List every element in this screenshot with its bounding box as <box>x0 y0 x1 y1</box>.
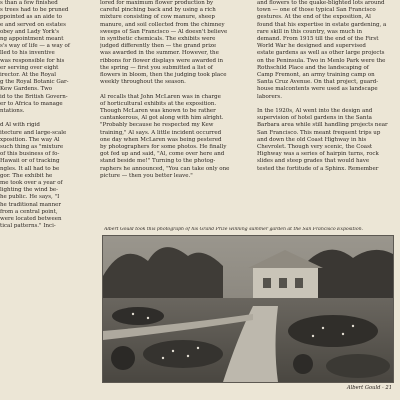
garden-photograph <box>102 235 394 383</box>
photo-caption: Albert Gould took this photograph of his Grand Prize winning summer garden at the San Francisco Exposition. <box>104 227 364 232</box>
text-line: sweeps of San Francisco — Al doesn't believe <box>100 28 228 35</box>
text-line: Kew Gardens. Two <box>0 86 53 93</box>
text-line: er to Africa to manage <box>0 100 63 107</box>
text-line: raphers he announced, "You can take only one <box>100 165 230 172</box>
text-line <box>0 115 94 122</box>
text-line: rare skill in this country, was much in <box>257 28 363 35</box>
text-line: In the 1920s, Al went into the design and <box>257 108 373 115</box>
text-line: of horticultural exhibits at the exposition. <box>100 100 217 107</box>
text-line: Chevrolet. Though very scenic, the Coast <box>257 144 373 151</box>
text-line: San Francisco. This meant frequent trips up <box>257 129 381 136</box>
text-line: ng appointment meant <box>0 36 64 43</box>
text-line: Al recalls that John McLaren was in charge <box>100 93 221 100</box>
text-line: Highway was a series of hairpin turns, rock <box>257 151 379 158</box>
text-line: gestures. At the end of the exposition, Al <box>257 14 371 21</box>
text-line: lighting the wind be- <box>0 187 59 194</box>
text-line: itecture and large-scale <box>0 129 67 136</box>
text-line: ngles. It all had to be <box>0 165 60 172</box>
text-line: training," Al says. A little incident occurred <box>100 129 222 136</box>
text-line: careful pinching back and by using a rich <box>100 7 216 14</box>
text-line: xposition. The way Al <box>0 136 60 143</box>
text-line: picture — then you better leave." <box>100 172 193 179</box>
text-line: Hawaii or of tracking <box>0 158 60 165</box>
text-line: d Al with rigid <box>0 122 40 129</box>
text-line: id to the British Govern- <box>0 93 68 100</box>
text-line: got fed up and said, "Al, come over here and <box>100 151 225 158</box>
text-line: estate gardens as well as other large projects <box>257 50 385 57</box>
text-line: lled to his inventive <box>0 50 55 57</box>
text-line: tical patterns." Inci- <box>0 223 56 230</box>
text-line: "Probably because he respected my Kew <box>100 122 214 129</box>
text-line: one day when McLaren was being pestered <box>100 136 222 143</box>
text-line: er serving over eight <box>0 64 59 71</box>
text-line: tested the fortitude of a Sphinx. Remember <box>257 165 379 172</box>
text-line: flowers in bloom, then the judging took place <box>100 72 227 79</box>
text-line: laborers. <box>257 93 282 100</box>
text-line <box>100 86 248 93</box>
text-line: ppointed as an aide to <box>0 14 62 21</box>
text-line: the spring — first you submitted a list of <box>100 64 213 71</box>
left-text-column <box>0 0 94 231</box>
right-text-column <box>257 0 400 173</box>
text-line: s's way of life — a way of <box>0 43 70 50</box>
text-line: in synthetic chemicals. The exhibits were <box>100 36 216 43</box>
text-line: was awarded in the summer. However, the <box>100 50 219 57</box>
text-line: judged differently then — the grand prize <box>100 43 217 50</box>
text-line: town — one of those typical San Francisco <box>257 7 376 14</box>
text-line: Santa Cruz Avenue. On that project, guard- <box>257 79 379 86</box>
text-line: from a central point, <box>0 208 58 215</box>
text-line: Camp Fremont, an army training camp on <box>257 72 375 79</box>
text-line: of this business of fo- <box>0 151 60 158</box>
text-line: e and served on estates <box>0 21 66 28</box>
text-line <box>257 101 400 108</box>
text-line: manure, and soil collected from the chimney <box>100 21 225 28</box>
middle-text-column <box>100 0 248 180</box>
text-line: and down the old Coast Highway in his <box>257 136 367 143</box>
text-line: Rothschild Place and the landscaping of <box>257 64 369 71</box>
text-line: he traditional manner <box>0 201 62 208</box>
page-footer: Albert Gould · 21 <box>346 385 392 391</box>
text-line: ribbons for flower displays were awarded in <box>100 57 224 64</box>
text-line: slides and steep grades that would have <box>257 158 370 165</box>
text-line: irector. At the Royal <box>0 72 56 79</box>
text-line: obey and Lady York's <box>0 28 60 35</box>
text-line: supervision of hotel gardens in the Santa <box>257 115 372 122</box>
text-line: weekly throughout the season. <box>100 79 186 86</box>
text-line: found that his expertise in estate gardening, a <box>257 21 387 28</box>
text-line: s than a few finished <box>0 0 58 6</box>
text-line: cantankerous, Al got along with him alright. <box>100 115 224 122</box>
text-line: house malcontents were used as landscape <box>257 86 378 93</box>
text-line: and flowers to the quake-blighted lots around <box>257 0 385 6</box>
text-line: me took over a year of <box>0 180 63 187</box>
text-line: Barbara area while still handling projects near <box>257 122 388 129</box>
text-line: gor. The exhibit he <box>0 172 53 179</box>
text-line: he public. He says, "I <box>0 194 60 201</box>
garden-photo-illustration <box>103 236 393 382</box>
text-line: on the Peninsula. Two in Menlo Park were the <box>257 57 386 64</box>
text-line: demand. From 1915 till the end of the First <box>257 36 379 43</box>
text-line: was responsible for his <box>0 57 65 64</box>
text-line: mixture consisting of cow manure, sheep <box>100 14 215 21</box>
text-line: lored for maximum flower production by <box>100 0 214 6</box>
text-line: ntations. <box>0 108 25 115</box>
text-line: such thing as "mixture <box>0 144 64 151</box>
text-line: World War he designed and supervised <box>257 43 366 50</box>
text-line: s trees had to be pruned <box>0 7 69 14</box>
text-line: by photographers for some photos. He finally <box>100 144 227 151</box>
text-line: g the Royal Botanic Gar- <box>0 79 69 86</box>
text-line: stand beside me!" Turning to the photog- <box>100 158 216 165</box>
text-line: Though McLaren was known to be rather <box>100 108 216 115</box>
text-line: were located between <box>0 216 62 223</box>
